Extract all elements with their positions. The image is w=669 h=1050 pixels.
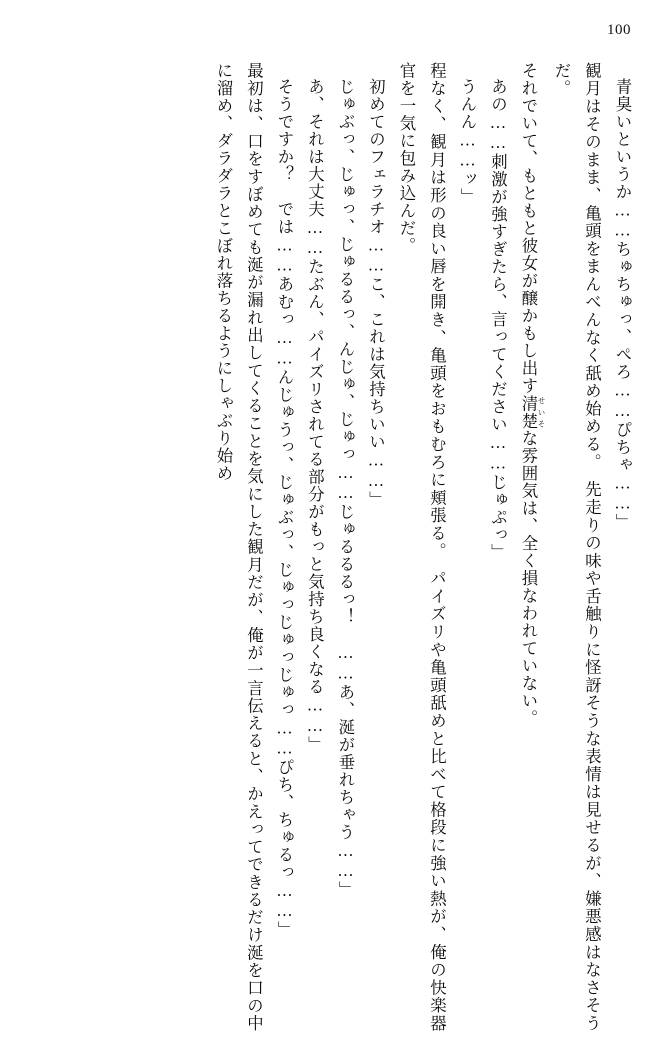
- paragraph: あの……刺激が強すぎたら、言ってください……じゅぷっ」: [488, 78, 508, 562]
- ruby-annotation: 清楚 せいそ: [519, 394, 546, 430]
- paragraph: それでいて、もともと彼女が醸かもし出す清楚 せいそな雰囲気は、全く損なわれていない。: [519, 62, 546, 727]
- paragraph: あ、それは大丈夫……たぶん、パイズリされてる部分がもっと気持ち良くなる……」: [305, 78, 325, 754]
- paragraph: じゅぶっ、じゅっ、じゅるるっ、んじゅ、じゅっ……じゅるるるっ！ ……あ、涎が垂れちゃう……」: [336, 78, 355, 899]
- paragraph: 初めてのフェラチオ……こ、これは気持ちいい……」: [366, 78, 386, 509]
- page-number: 100: [607, 22, 631, 38]
- paragraph: 青臭いというか……ちゅちゅっ、ぺろ……ぴちゃ……」: [613, 78, 632, 532]
- paragraph: うんん……ッ」: [458, 78, 477, 207]
- paragraph: そうですか？ では……あむっ……んじゅうっ、じゅぶっ、じゅっじゅっじゅっ……ぴち、ちゅるっ……」: [275, 78, 294, 940]
- page-text-body: [24, 62, 637, 1032]
- paragraph: 最初は、口をすぼめても涎が漏れ出してくることを気にした観月だが、俺が一言伝えると、かえってできるだけ涎を口の中に溜め、ダラダラとこぼれ落ちるようにしゃぶり始め: [214, 62, 264, 1032]
- paragraph: 観月はそのまま、亀頭をまんべんなく舐め始める。 先走りの味や舌触りに怪訝そうな表情は見せるが、嫌悪感はなさそうだ。: [552, 62, 602, 1032]
- paragraph: 程なく、観月は形の良い唇を開き、亀頭をおもむろに頬張る。 パイズリや亀頭舐めと比べて格段に強い熱が、俺の快楽器官を一気に包み込んだ。: [397, 62, 447, 1032]
